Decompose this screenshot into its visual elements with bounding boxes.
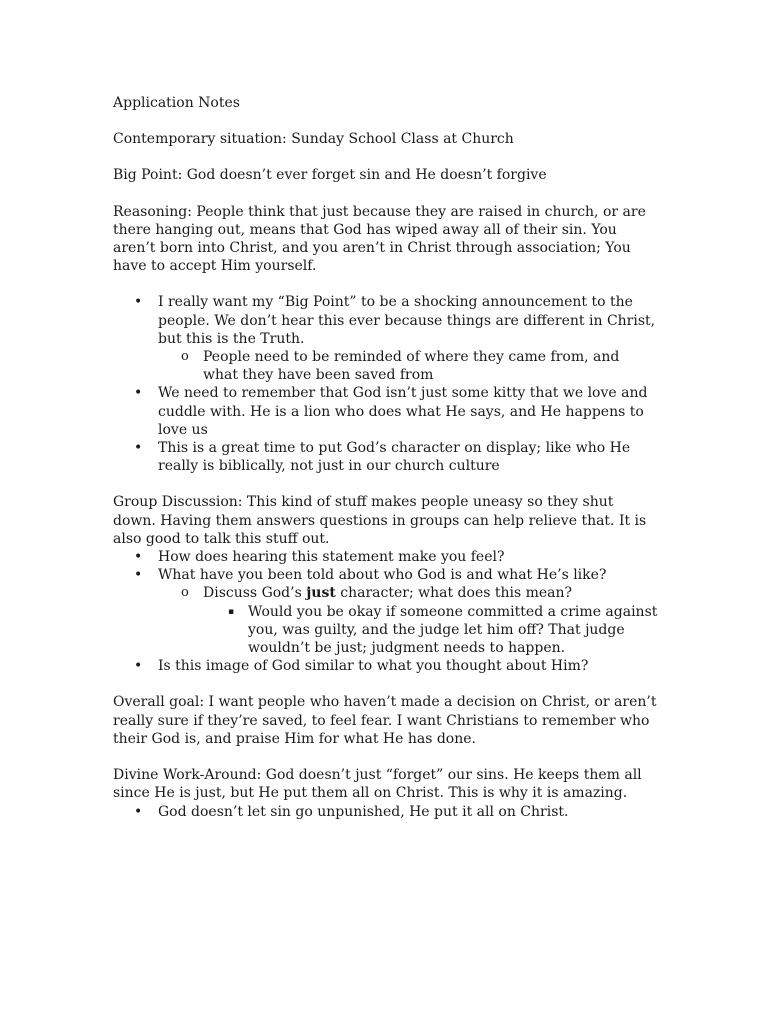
divine-list: [113, 803, 658, 821]
circle-bullet-icon: o: [181, 585, 189, 601]
list-item: • We need to remember that God isn’t just some kitty that we love and cuddle with. He is a lion who does what He says, and He happens to love us: [134, 385, 648, 438]
square-bullet-icon: ▪: [228, 606, 235, 617]
bullet-icon: •: [134, 385, 143, 402]
bullet-icon: •: [134, 549, 143, 566]
list-item: o Discuss God’s just character; what does this mean?: [181, 585, 573, 602]
reasoning-text: Reasoning: People think that just because they are raised in church, or are there hanging out, means that God has wiped away all of their sin. You aren’t born into Christ, and you aren’t in Christ through association; You have to accept Him yourself.: [113, 203, 646, 275]
bullet-icon: •: [134, 567, 143, 584]
big-point-text: Big Point: God doesn’t ever forget sin and He doesn’t forgive: [113, 167, 547, 184]
situation-text: Contemporary situation: Sunday School Class at Church: [113, 131, 514, 148]
list-item: o People need to be reminded of where they came from, and what they have been saved from: [181, 349, 620, 384]
list-item: • This is a great time to put God’s character on display; like who He really is biblically, not just in our church culture: [134, 440, 631, 475]
list-item: • Is this image of God similar to what you thought about Him?: [134, 658, 589, 675]
list-item: • What have you been told about who God is and what He’s like?: [134, 567, 607, 584]
doc-title: Application Notes: [113, 95, 240, 111]
bold-word: just: [306, 585, 336, 602]
bullet-icon: •: [134, 294, 143, 311]
bullet-icon: •: [134, 803, 143, 820]
list-item: • God doesn’t let sin go unpunished, He put it all on Christ.: [134, 803, 569, 820]
list-item: • How does hearing this statement make you feel?: [134, 549, 505, 566]
group-discussion-list: [113, 548, 658, 675]
bullet-icon: •: [134, 440, 143, 457]
group-discussion-text: Group Discussion: This kind of stuff makes people uneasy so they shut down. Having them answers questions in groups can help relieve that. It is also good to talk this stuff out.: [113, 494, 647, 547]
list-item: • I really want my “Big Point” to be a shocking announcement to the people. We don’t hear this ever because things are different in Christ, but this is the Truth.: [134, 294, 656, 347]
overall-goal-text: Overall goal: I want people who haven’t made a decision on Christ, or aren’t really sure if they’re saved, to feel fear. I want Christians to remember who their God is, and praise Him for what He has done.: [113, 694, 657, 747]
circle-bullet-icon: o: [181, 349, 189, 365]
list-item: ▪ Would you be okay if someone committed a crime against you, was guilty, and the judge let him off? That judge wouldn’t be just; judgment needs to happen.: [228, 603, 658, 657]
reasoning-list: [113, 293, 658, 475]
document-body: [113, 94, 658, 839]
divine-work-around-text: Divine Work-Around: God doesn’t just “forget” our sins. He keeps them all since He is just, but He put them all on Christ. This is why it is amazing.: [113, 767, 642, 802]
bullet-icon: •: [134, 658, 143, 675]
